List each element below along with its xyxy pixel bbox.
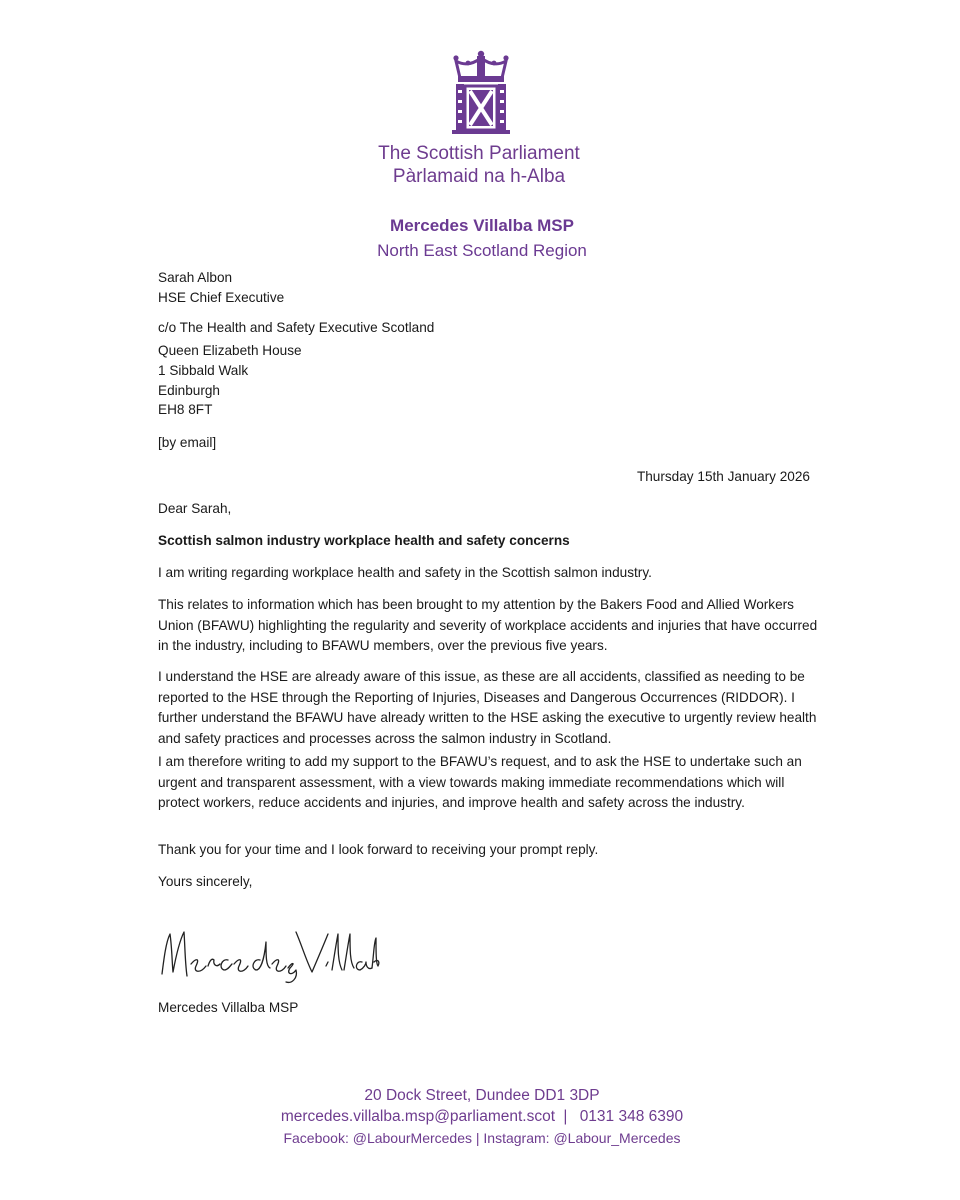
parliament-name-english: The Scottish Parliament: [378, 143, 580, 164]
footer-address: 20 Dock Street, Dundee DD1 3DP: [364, 1087, 600, 1104]
letter-date: Thursday 15th January 2026: [636, 469, 810, 484]
closing: Yours sincerely,: [158, 874, 253, 889]
salutation: Dear Sarah,: [158, 501, 232, 516]
parliament-name-gaelic: Pàrlamaid na h-Alba: [392, 166, 566, 187]
recipient-name: Sarah Albon: [158, 270, 233, 285]
footer-phone: 0131 348 6390: [579, 1108, 684, 1125]
letter-subject: Scottish salmon industry workplace health and safety concerns: [158, 533, 570, 548]
signatory-name: Mercedes Villalba MSP: [158, 1000, 299, 1015]
body-paragraph: I am therefore writing to add my support to the BFAWU’s request, and to ask the HSE to undertake such an urgent and transparent assessment, with a view towards making immediate recommendations which will protect workers, reduce accidents and injuries, and improve health and safety across the industry.: [158, 754, 802, 810]
address-line: 1 Sibbald Walk: [158, 363, 249, 378]
scottish-parliament-crest-icon: [440, 50, 522, 134]
address-line: Edinburgh: [158, 383, 220, 398]
body-paragraph: This relates to information which has been brought to my attention by the Bakers Food and Allied Workers Union (BFAWU) highlighting the regularity and severity of workplace accidents and injuries that have occurred in the industry, including to BFAWU members, over the previous five years.: [158, 597, 818, 653]
delivery-method: [by email]: [158, 435, 217, 450]
msp-name-heading: Mercedes Villalba MSP: [390, 216, 574, 235]
address-line: Queen Elizabeth House: [158, 343, 302, 358]
address-line: EH8 8FT: [158, 402, 213, 417]
handwritten-signature: [156, 922, 381, 986]
body-paragraph: I understand the HSE are already aware of this issue, as these are all accidents, classified as needing to be reported to the HSE through the Reporting of Injuries, Diseases and Dangerous Occurrences (RIDDOR). I further understand the BFAWU have already written to the HSE asking the executive to urgently review health and safety practices and processes across the salmon industry in Scotland.: [158, 669, 817, 746]
footer-social: Facebook: @LabourMercedes | Instagram: @Labour_Mercedes: [283, 1130, 681, 1146]
recipient-title: HSE Chief Executive: [158, 290, 285, 305]
footer-email-link[interactable]: mercedes.villalba.msp@parliament.scot: [280, 1108, 556, 1125]
body-paragraph: I am writing regarding workplace health and safety in the Scottish salmon industry.: [158, 565, 652, 580]
address-line: c/o The Health and Safety Executive Scotland: [158, 320, 435, 335]
footer-contact: [0, 1108, 960, 1126]
body-paragraph: Thank you for your time and I look forward to receiving your prompt reply.: [158, 842, 599, 857]
msp-region-heading: North East Scotland Region: [377, 241, 587, 260]
footer-separator: |: [563, 1108, 568, 1125]
